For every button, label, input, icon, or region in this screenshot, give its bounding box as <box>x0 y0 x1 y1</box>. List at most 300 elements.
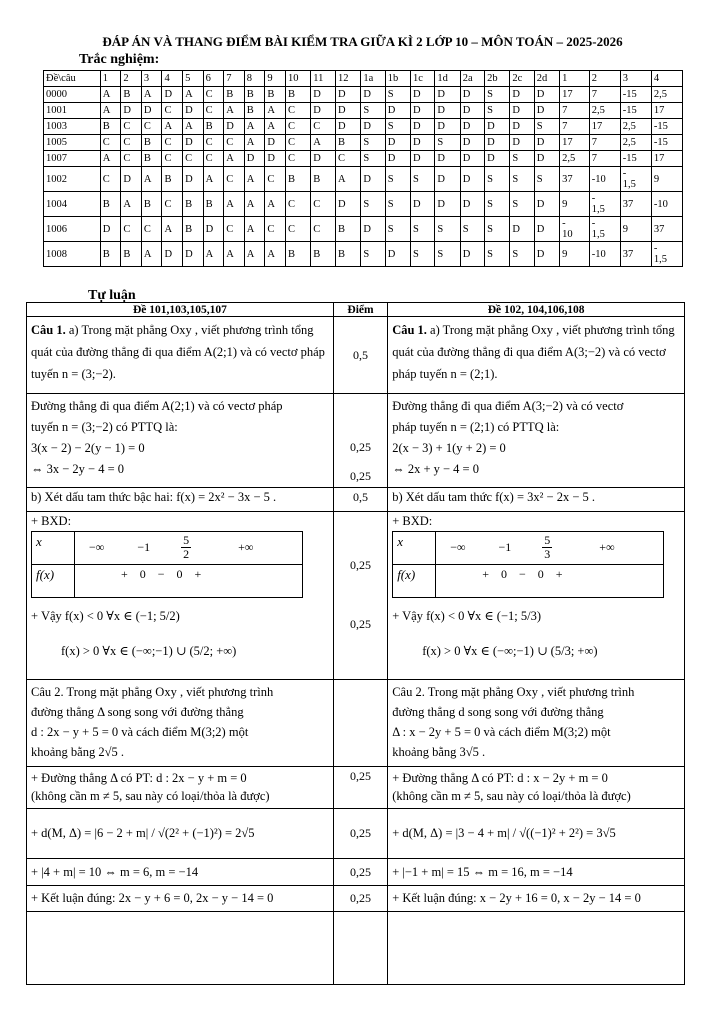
answer-key-cell: 9 <box>651 167 682 192</box>
answer-key-cell: - 10 <box>560 217 590 242</box>
answer-key-header-cell: 2d <box>534 71 559 87</box>
answer-key-cell: -10 <box>589 242 620 267</box>
answer-key-cell: S <box>385 192 410 217</box>
answer-key-row <box>44 242 683 267</box>
answer-key-cell: 1005 <box>44 135 101 151</box>
answer-key-cell: 37 <box>560 167 590 192</box>
answer-key-cell: C <box>121 151 142 167</box>
answer-key-cell: D <box>460 192 484 217</box>
answer-key-cell: 1003 <box>44 119 101 135</box>
answer-key-header-cell: 1c <box>411 71 435 87</box>
answer-key-cell: D <box>411 87 435 103</box>
answer-key-cell: 2,5 <box>620 119 651 135</box>
answer-key-cell: C <box>121 119 142 135</box>
answer-key-cell: D <box>485 119 510 135</box>
answer-key-cell: D <box>141 103 162 119</box>
answer-key-table <box>43 70 683 267</box>
answer-key-cell: C <box>162 192 183 217</box>
sign-table-right: x −∞ −1 $\frac{5}{3}$ +∞ f(x) + 0 − 0 + <box>392 531 664 598</box>
q1a-score: 0,5 <box>333 317 387 394</box>
answer-key-cell: S <box>385 119 410 135</box>
answer-key-cell: 1002 <box>44 167 101 192</box>
answer-key-header-cell: 9 <box>265 71 286 87</box>
answer-key-cell: S <box>385 167 410 192</box>
answer-key-cell: 1008 <box>44 242 101 267</box>
answer-key-cell: B <box>203 119 224 135</box>
answer-key-cell: A <box>311 135 336 151</box>
answer-key-cell: S <box>485 192 510 217</box>
q2-step2-score: 0,25 <box>333 808 387 859</box>
answer-key-header-row <box>44 71 683 87</box>
answer-key-cell: C <box>224 167 245 192</box>
answer-key-cell: A <box>265 103 286 119</box>
q1a-right: Câu 1. a) Trong mặt phẳng Oxy , viết phương trình tổng quát của đường thẳng đi qua điểm A(3;−2) và có vectơ pháp tuyến n = (2;1). <box>388 317 685 394</box>
answer-key-cell: D <box>361 87 385 103</box>
q2-step1-left: + Đường thẳng Δ có PT: d : 2x − y + m = 0 (không cần m ≠ 5, sau này có loại/thỏa là được) <box>27 767 334 808</box>
answer-key-cell: S <box>435 217 460 242</box>
answer-key-cell: A <box>162 119 183 135</box>
answer-key-cell: A <box>162 217 183 242</box>
answer-key-cell: D <box>265 151 286 167</box>
answer-key-cell: D <box>335 103 360 119</box>
blank-cell-left <box>27 912 334 985</box>
answer-key-row <box>44 135 683 151</box>
answer-key-cell: B <box>121 87 142 103</box>
answer-key-cell: S <box>361 103 385 119</box>
answer-key-cell: 2,5 <box>651 87 682 103</box>
answer-key-cell: D <box>311 151 336 167</box>
answer-key-cell: A <box>183 119 204 135</box>
answer-key-cell: D <box>411 135 435 151</box>
answer-key-cell: S <box>411 217 435 242</box>
answer-key-cell: - 1,5 <box>589 192 620 217</box>
answer-key-cell: A <box>224 103 245 119</box>
answer-key-cell: S <box>361 242 385 267</box>
answer-key-cell: C <box>183 151 204 167</box>
answer-key-cell: B <box>183 192 204 217</box>
answer-key-cell: D <box>411 119 435 135</box>
answer-key-cell: D <box>460 103 484 119</box>
answer-key-cell: C <box>285 217 310 242</box>
answer-key-cell: C <box>203 151 224 167</box>
answer-key-cell: A <box>244 135 265 151</box>
answer-key-cell: 1006 <box>44 217 101 242</box>
answer-key-cell: C <box>203 87 224 103</box>
answer-key-row <box>44 87 683 103</box>
answer-key-cell: D <box>460 167 484 192</box>
answer-key-cell: D <box>435 103 460 119</box>
answer-key-cell: D <box>435 167 460 192</box>
essay-grading-table <box>26 302 685 985</box>
answer-key-row <box>44 119 683 135</box>
answer-key-cell: 7 <box>589 151 620 167</box>
blank-cell-right <box>388 912 685 985</box>
answer-key-cell: B <box>335 242 360 267</box>
answer-key-cell: D <box>100 217 121 242</box>
answer-key-cell: C <box>121 217 142 242</box>
answer-key-cell: D <box>311 87 336 103</box>
answer-key-cell: A <box>335 167 360 192</box>
q1b-left: b) Xét dấu tam thức bậc hai: f(x) = 2x² − 3x − 5 . <box>27 488 334 512</box>
answer-key-header-cell: 2c <box>510 71 534 87</box>
answer-key-cell: D <box>411 151 435 167</box>
answer-key-cell: B <box>285 242 310 267</box>
answer-key-cell: C <box>265 217 286 242</box>
answer-key-cell: B <box>335 217 360 242</box>
answer-key-cell: 37 <box>620 192 651 217</box>
answer-key-cell: D <box>534 217 559 242</box>
answer-key-header-cell: 4 <box>162 71 183 87</box>
answer-key-cell: S <box>361 192 385 217</box>
q2-step2-right: + d(M, Δ) = |3 − 4 + m| / √((−1)² + 2²) = 3√5 <box>388 808 685 859</box>
answer-key-cell: D <box>460 87 484 103</box>
answer-key-cell: D <box>385 103 410 119</box>
answer-key-cell: S <box>485 217 510 242</box>
answer-key-header-cell: 2 <box>121 71 142 87</box>
answer-key-cell: -10 <box>651 192 682 217</box>
answer-key-cell: D <box>435 192 460 217</box>
answer-key-cell: A <box>224 192 245 217</box>
answer-key-header-cell: 5 <box>183 71 204 87</box>
answer-key-cell: C <box>285 119 310 135</box>
answer-key-cell: S <box>411 242 435 267</box>
answer-key-header-cell: 2b <box>485 71 510 87</box>
answer-key-cell: D <box>121 103 142 119</box>
answer-key-cell: C <box>203 103 224 119</box>
answer-key-cell: D <box>385 135 410 151</box>
answer-key-header-cell: 10 <box>285 71 310 87</box>
answer-key-cell: B <box>141 192 162 217</box>
answer-key-cell: A <box>141 87 162 103</box>
answer-key-cell: C <box>285 103 310 119</box>
answer-key-cell: D <box>183 135 204 151</box>
q2-score <box>333 680 387 767</box>
answer-key-cell: S <box>485 242 510 267</box>
q2-step4-left: + Kết luận đúng: 2x − y + 6 = 0, 2x − y − 14 = 0 <box>27 885 334 911</box>
answer-key-cell: S <box>510 151 534 167</box>
answer-key-cell: D <box>361 217 385 242</box>
q2-left: Câu 2. Trong mặt phẳng Oxy , viết phương trình đường thẳng Δ song song với đường thẳng d : 2x − y + 5 = 0 và cách điểm M(3;2) một khoảng bằng 2√5 . <box>27 680 334 767</box>
answer-key-cell: S <box>435 242 460 267</box>
answer-key-cell: S <box>534 119 559 135</box>
answer-key-cell: A <box>265 192 286 217</box>
answer-key-cell: A <box>244 167 265 192</box>
answer-key-cell: 37 <box>620 242 651 267</box>
answer-key-cell: A <box>141 167 162 192</box>
answer-key-cell: S <box>534 167 559 192</box>
answer-key-cell: A <box>141 242 162 267</box>
answer-key-cell: D <box>244 151 265 167</box>
answer-key-cell: A <box>224 242 245 267</box>
answer-key-cell: S <box>510 167 534 192</box>
answer-key-header-cell: 3 <box>141 71 162 87</box>
answer-key-header-cell: 3 <box>620 71 651 87</box>
answer-key-cell: S <box>485 167 510 192</box>
answer-key-header-cell: 1a <box>361 71 385 87</box>
answer-key-cell: 1001 <box>44 103 101 119</box>
answer-key-cell: 7 <box>560 119 590 135</box>
answer-key-cell: S <box>385 87 410 103</box>
answer-key-cell: C <box>265 167 286 192</box>
answer-key-cell: B <box>335 135 360 151</box>
answer-key-cell: -15 <box>651 119 682 135</box>
answer-key-cell: A <box>244 119 265 135</box>
q2-step4-right: + Kết luận đúng: x − 2y + 16 = 0, x − 2y − 14 = 0 <box>388 885 685 911</box>
header-left: Đề 101,103,105,107 <box>27 303 334 317</box>
answer-key-cell: C <box>285 135 310 151</box>
answer-key-cell: C <box>162 151 183 167</box>
answer-key-cell: A <box>224 151 245 167</box>
answer-key-cell: C <box>121 135 142 151</box>
answer-key-cell: D <box>265 135 286 151</box>
answer-key-cell: D <box>121 167 142 192</box>
answer-key-cell: D <box>385 151 410 167</box>
answer-key-cell: D <box>335 119 360 135</box>
answer-key-cell: 2,5 <box>589 103 620 119</box>
header-score: Điểm <box>333 303 387 317</box>
answer-key-cell: C <box>285 151 310 167</box>
answer-key-cell: B <box>183 217 204 242</box>
answer-key-cell: B <box>141 151 162 167</box>
header-right: Đề 102, 104,106,108 <box>388 303 685 317</box>
answer-key-cell: C <box>224 217 245 242</box>
q2-step3-score: 0,25 <box>333 859 387 885</box>
q1b-solution-right: + BXD: x −∞ −1 $\frac{5}{3}$ +∞ f(x) + 0 − 0 + + Vậy f(x) < 0 ∀x ∈ (−1; 5/3) f(x) > 0 ∀x ∈ (−∞;−1) ∪ (5/3; +∞) <box>388 512 685 680</box>
answer-key-cell: 17 <box>589 119 620 135</box>
answer-key-cell: - 1,5 <box>589 217 620 242</box>
answer-key-header-cell: 8 <box>244 71 265 87</box>
answer-key-cell: S <box>460 217 484 242</box>
answer-key-header-cell: 6 <box>203 71 224 87</box>
q2-step3-right: + |−1 + m| = 15 ⇔ m = 16, m = −14 <box>388 859 685 885</box>
answer-key-cell: B <box>311 242 336 267</box>
answer-key-cell: B <box>203 192 224 217</box>
answer-key-cell: D <box>534 242 559 267</box>
answer-key-cell: S <box>435 135 460 151</box>
answer-key-row <box>44 192 683 217</box>
answer-key-cell: C <box>141 217 162 242</box>
mc-heading: Trắc nghiệm: <box>79 52 160 67</box>
answer-key-cell: -15 <box>620 151 651 167</box>
answer-key-cell: D <box>534 87 559 103</box>
answer-key-cell: 1004 <box>44 192 101 217</box>
answer-key-cell: A <box>100 151 121 167</box>
answer-key-cell: D <box>385 242 410 267</box>
answer-key-cell: 17 <box>651 151 682 167</box>
answer-key-cell: 17 <box>560 87 590 103</box>
answer-key-cell: D <box>335 192 360 217</box>
answer-key-cell: D <box>510 135 534 151</box>
q2-right: Câu 2. Trong mặt phẳng Oxy , viết phương trình đường thẳng d song song với đường thẳng Δ : x − 2y + 5 = 0 và cách điểm M(3;2) một khoảng bằng 3√5 . <box>388 680 685 767</box>
answer-key-cell: D <box>460 151 484 167</box>
answer-key-cell: D <box>361 167 385 192</box>
q2-step1-score: 0,25 <box>333 767 387 808</box>
answer-key-cell: 1007 <box>44 151 101 167</box>
answer-key-cell: S <box>485 103 510 119</box>
answer-key-cell: D <box>534 135 559 151</box>
answer-key-cell: D <box>460 119 484 135</box>
answer-key-cell: D <box>485 151 510 167</box>
q1b-right: b) Xét dấu tam thức f(x) = 3x² − 2x − 5 . <box>388 488 685 512</box>
q2-step1-right: + Đường thẳng Δ có PT: d : x − 2y + m = 0 (không cần m ≠ 5, sau này có loại/thỏa là được) <box>388 767 685 808</box>
answer-key-header-cell: Đề\câu <box>44 71 101 87</box>
answer-key-header-cell: 1 <box>100 71 121 87</box>
answer-key-cell: 9 <box>620 217 651 242</box>
answer-key-header-cell: 7 <box>224 71 245 87</box>
answer-key-cell: D <box>510 217 534 242</box>
answer-key-cell: A <box>244 217 265 242</box>
answer-key-cell: C <box>311 217 336 242</box>
q1a-solution-right: Đường thẳng đi qua điểm A(3;−2) và có vectơ pháp tuyến n = (2;1) có PTTQ là: 2(x − 3) + 1(y + 2) = 0 ⇔ 2x + y − 4 = 0 <box>388 394 685 488</box>
answer-key-cell: D <box>162 242 183 267</box>
answer-key-cell: -15 <box>620 87 651 103</box>
answer-key-cell: B <box>265 87 286 103</box>
answer-key-cell: D <box>435 87 460 103</box>
answer-key-cell: D <box>203 217 224 242</box>
answer-key-cell: -15 <box>620 103 651 119</box>
answer-key-cell: D <box>335 87 360 103</box>
q2-step4-score: 0,25 <box>333 885 387 911</box>
answer-key-cell: 7 <box>589 135 620 151</box>
answer-key-header-cell: 4 <box>651 71 682 87</box>
answer-key-cell: S <box>510 192 534 217</box>
answer-key-cell: C <box>285 192 310 217</box>
answer-key-cell: B <box>244 87 265 103</box>
answer-key-cell: S <box>361 151 385 167</box>
answer-key-cell: D <box>183 103 204 119</box>
answer-key-cell: D <box>411 103 435 119</box>
answer-key-cell: B <box>244 103 265 119</box>
answer-key-cell: C <box>100 167 121 192</box>
answer-key-cell: C <box>311 119 336 135</box>
q2-step3-left: + |4 + m| = 10 ⇔ m = 6, m = −14 <box>27 859 334 885</box>
answer-key-cell: C <box>162 103 183 119</box>
q2-step2-left: + d(M, Δ) = |6 − 2 + m| / √(2² + (−1)²) = 2√5 <box>27 808 334 859</box>
answer-key-cell: B <box>285 167 310 192</box>
answer-key-header-cell: 2a <box>460 71 484 87</box>
answer-key-cell: 9 <box>560 242 590 267</box>
answer-key-cell: A <box>265 119 286 135</box>
answer-key-header-cell: 1d <box>435 71 460 87</box>
answer-key-cell: D <box>411 192 435 217</box>
sign-table-left: x −∞ −1 $\frac{5}{2}$ +∞ f(x) + 0 − 0 + <box>31 531 303 598</box>
q1b-score: 0,5 <box>333 488 387 512</box>
answer-key-cell: S <box>510 242 534 267</box>
answer-key-cell: B <box>100 242 121 267</box>
answer-key-cell: B <box>121 242 142 267</box>
answer-key-cell: D <box>224 119 245 135</box>
answer-key-cell: D <box>510 87 534 103</box>
answer-key-cell: 0000 <box>44 87 101 103</box>
answer-key-cell: S <box>485 87 510 103</box>
answer-key-cell: B <box>100 192 121 217</box>
answer-key-cell: 2,5 <box>620 135 651 151</box>
answer-key-cell: S <box>361 135 385 151</box>
answer-key-cell: A <box>244 242 265 267</box>
essay-heading: Tự luận <box>88 288 136 303</box>
answer-key-cell: A <box>183 87 204 103</box>
answer-key-cell: D <box>534 103 559 119</box>
answer-key-cell: D <box>361 119 385 135</box>
answer-key-cell: C <box>141 119 162 135</box>
answer-key-cell: -10 <box>589 167 620 192</box>
answer-key-cell: D <box>460 135 484 151</box>
answer-key-cell: C <box>162 135 183 151</box>
answer-key-cell: 7 <box>589 87 620 103</box>
answer-key-cell: D <box>435 151 460 167</box>
answer-key-cell: C <box>100 135 121 151</box>
page-title: ĐÁP ÁN VÀ THANG ĐIỂM BÀI KIỂM TRA GIỮA KÌ 2 LỚP 10 – MÔN TOÁN – 2025-2026 <box>102 34 623 49</box>
answer-key-cell: 17 <box>651 103 682 119</box>
answer-key-cell: A <box>100 103 121 119</box>
answer-key-header-cell: 1b <box>385 71 410 87</box>
answer-key-header-cell: 2 <box>589 71 620 87</box>
answer-key-cell: B <box>224 87 245 103</box>
answer-key-header-cell: 11 <box>311 71 336 87</box>
answer-key-cell: B <box>141 135 162 151</box>
answer-key-cell: D <box>183 167 204 192</box>
answer-key-cell: A <box>244 192 265 217</box>
answer-key-cell: A <box>203 167 224 192</box>
answer-key-cell: S <box>385 217 410 242</box>
answer-key-cell: C <box>224 135 245 151</box>
answer-key-cell: C <box>335 151 360 167</box>
answer-key-cell: A <box>203 242 224 267</box>
answer-key-cell: B <box>100 119 121 135</box>
answer-key-cell: - 1,5 <box>620 167 651 192</box>
blank-cell-mid <box>333 912 387 985</box>
q1a-solution-scores: 0,25 0,25 <box>333 394 387 488</box>
answer-key-cell: D <box>460 242 484 267</box>
answer-key-row <box>44 167 683 192</box>
answer-key-cell: 7 <box>560 103 590 119</box>
answer-key-cell: B <box>285 87 310 103</box>
answer-key-cell: -15 <box>651 135 682 151</box>
answer-key-row <box>44 217 683 242</box>
answer-key-cell: S <box>411 167 435 192</box>
answer-key-cell: A <box>100 87 121 103</box>
answer-key-cell: D <box>485 135 510 151</box>
answer-key-cell: 9 <box>560 192 590 217</box>
answer-key-cell: - 1,5 <box>651 242 682 267</box>
answer-key-cell: A <box>265 242 286 267</box>
answer-key-cell: C <box>311 192 336 217</box>
answer-key-row <box>44 151 683 167</box>
answer-key-header-cell: 12 <box>335 71 360 87</box>
q1b-solution-left: + BXD: x −∞ −1 $\frac{5}{2}$ +∞ f(x) + 0 − 0 + + Vậy f(x) < 0 ∀x ∈ (−1; 5/2) f(x) > 0 ∀x ∈ (−∞;−1) ∪ (5/2; +∞) <box>27 512 334 680</box>
answer-key-cell: 2,5 <box>560 151 590 167</box>
answer-key-cell: B <box>311 167 336 192</box>
answer-key-cell: D <box>510 119 534 135</box>
answer-key-cell: D <box>435 119 460 135</box>
answer-key-row <box>44 103 683 119</box>
answer-key-header-cell: 1 <box>560 71 590 87</box>
answer-key-cell: B <box>162 167 183 192</box>
q1b-solution-scores: 0,25 0,25 <box>333 512 387 680</box>
answer-key-cell: D <box>510 103 534 119</box>
answer-key-cell: D <box>162 87 183 103</box>
answer-key-cell: 37 <box>651 217 682 242</box>
answer-key-cell: D <box>534 192 559 217</box>
answer-key-cell: 17 <box>560 135 590 151</box>
answer-key-cell: A <box>121 192 142 217</box>
q1a-left: Câu 1. a) Trong mặt phẳng Oxy , viết phương trình tổng quát của đường thẳng đi qua điểm A(2;1) và có vectơ pháp tuyến n = (3;−2). <box>27 317 334 394</box>
answer-key-cell: D <box>183 242 204 267</box>
answer-key-cell: C <box>203 135 224 151</box>
q1a-solution-left: Đường thẳng đi qua điểm A(2;1) và có vectơ pháp tuyến n = (3;−2) có PTTQ là: 3(x − 2) − 2(y − 1) = 0 ⇔ 3x − 2y − 4 = 0 <box>27 394 334 488</box>
answer-key-cell: D <box>311 103 336 119</box>
answer-key-cell: D <box>534 151 559 167</box>
